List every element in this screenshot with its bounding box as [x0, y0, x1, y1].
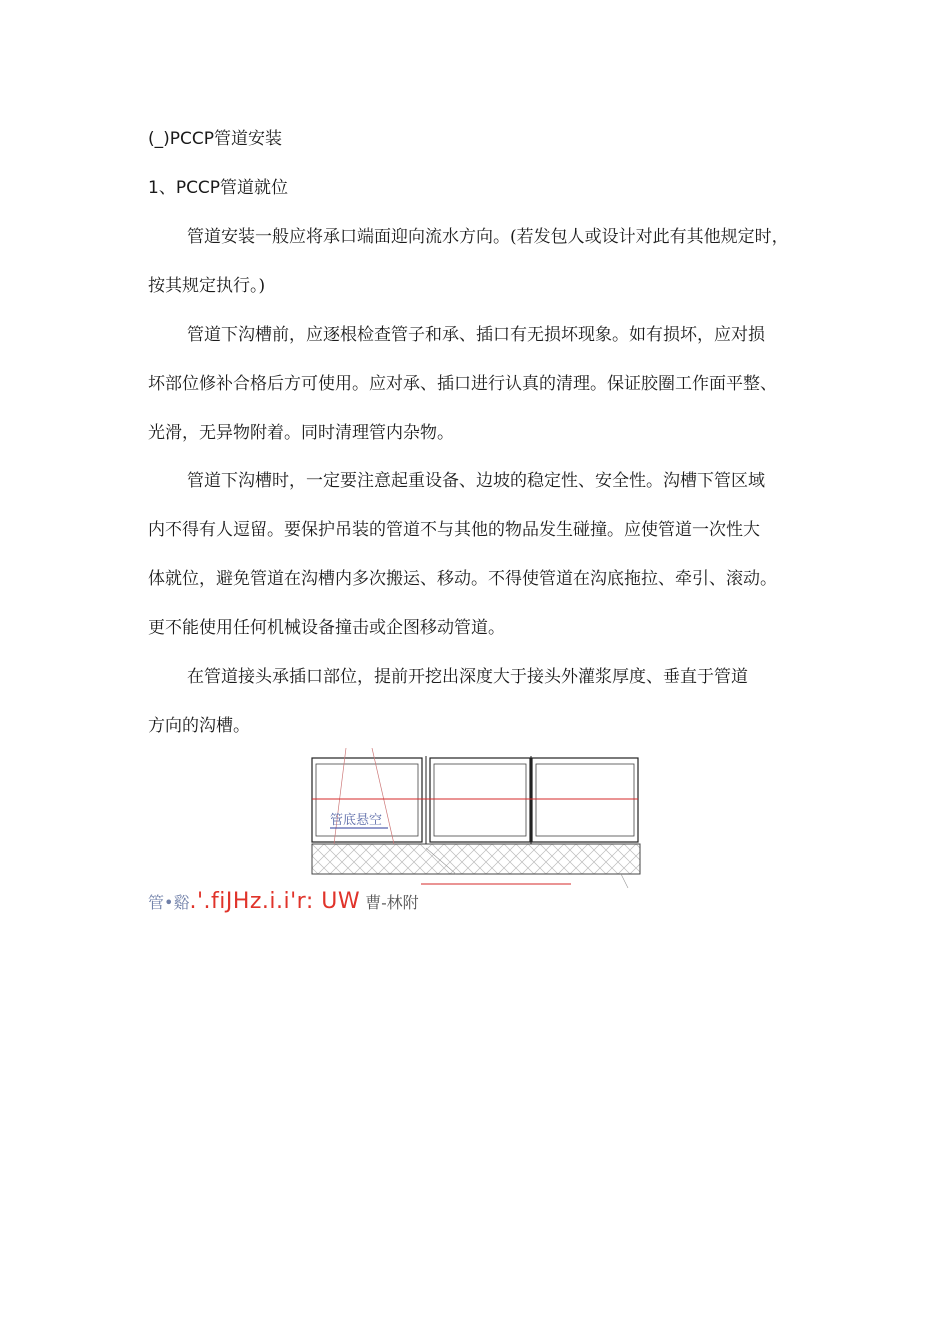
section-heading: (_)PCCP管道安装: [148, 129, 283, 149]
pipe-trench-diagram: [306, 748, 644, 888]
pipe-segment: [532, 758, 638, 842]
paragraph-line: 更不能使用任何机械设备撞击或企图移动管道。: [148, 618, 505, 638]
paragraph-line: 体就位，避免管道在沟槽内多次搬运、移动。不得使管道在沟底拖拉、牵引、滚动。: [148, 569, 777, 589]
pipe-bottom-label: 管底悬空: [330, 813, 383, 828]
paragraph-line: 管道下沟槽前，应逐根检查管子和承、插口有无损坏现象。如有损坏，应对损: [187, 325, 765, 345]
paragraph-line: 在管道接头承插口部位，提前开挖出深度大于接头外灌浆厚度、垂直于管道: [187, 667, 748, 687]
paragraph-line: 按其规定执行。): [148, 276, 266, 296]
subsection-heading: 1、PCCP管道就位: [148, 178, 289, 198]
bedding-layer: [312, 844, 640, 874]
caption-part: .'.fiJHz.i.i'r: UW: [189, 889, 361, 914]
paragraph-line: 管道下沟槽时，一定要注意起重设备、边坡的稳定性、安全性。沟槽下管区域: [187, 471, 765, 491]
pipe-segment: [430, 758, 530, 842]
pipe-segment: [312, 758, 422, 842]
figure-caption: [148, 889, 419, 917]
paragraph-line: 管道安装一般应将承口端面迎向流水方向。(若发包人或设计对此有其他规定时，: [187, 227, 789, 247]
caption-part: 管•谿: [148, 893, 190, 912]
paragraph-line: 内不得有人逗留。要保护吊装的管道不与其他的物品发生碰撞。应使管道一次性大: [148, 520, 760, 540]
paragraph-line: 光滑，无异物附着。同时清理管内杂物。: [148, 423, 454, 443]
paragraph-line: 坏部位修补合格后方可使用。应对承、插口进行认真的清理。保证胶圈工作面平整、: [148, 374, 777, 394]
paragraph-line: 方向的沟槽。: [148, 716, 250, 736]
caption-part: 曹-林附: [365, 893, 419, 912]
